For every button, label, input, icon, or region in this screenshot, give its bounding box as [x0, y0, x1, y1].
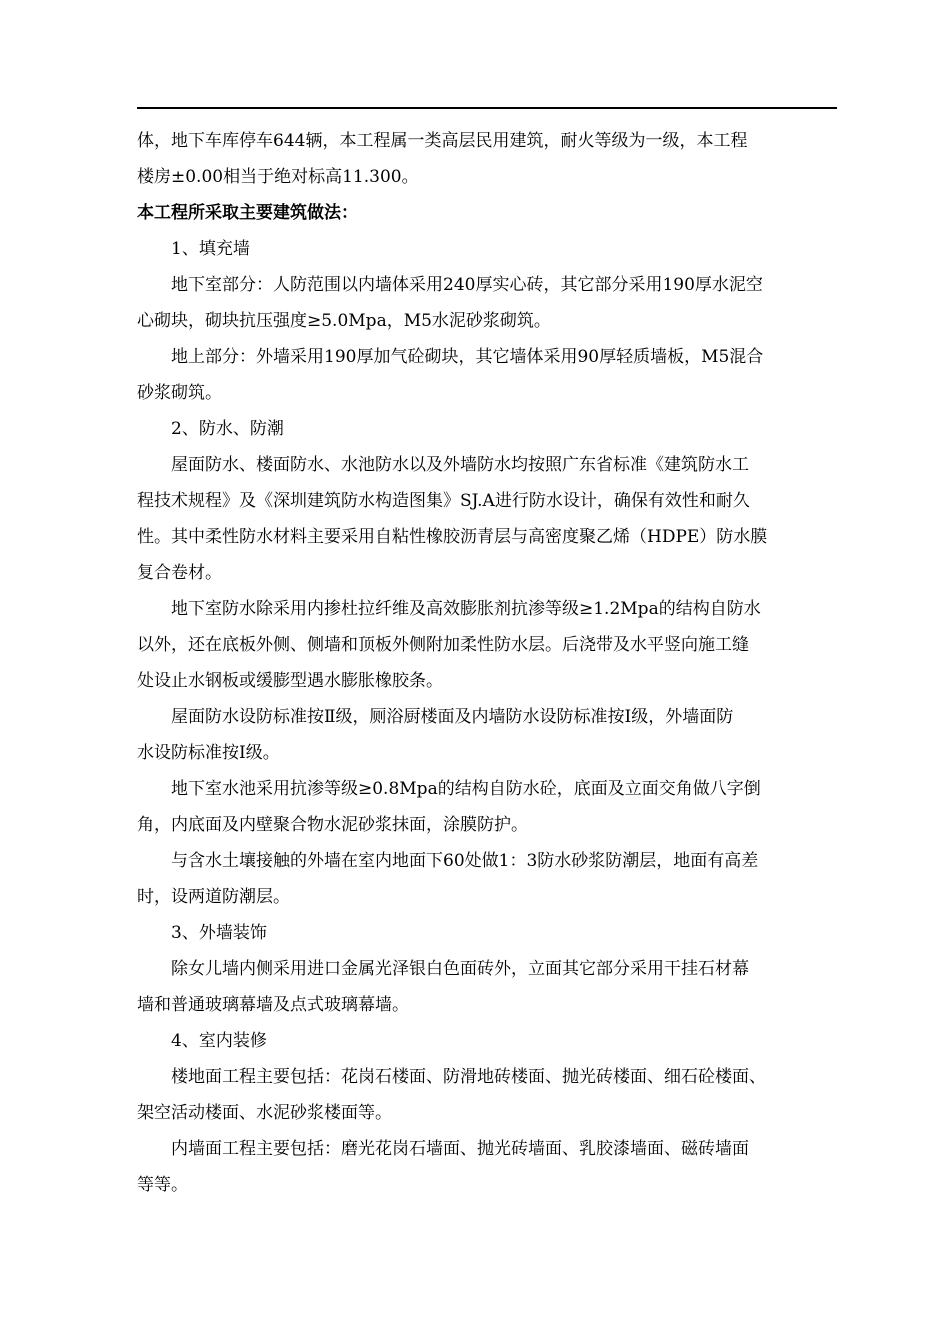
body-line: 地下室部分：人防范围以内墙体采用240厚实心砖，其它部分采用190厚水泥空: [171, 275, 763, 295]
body-line: 时，设两道防潮层。: [137, 887, 290, 907]
body-line: 复合卷材。: [137, 563, 222, 583]
body-line: 等等。: [137, 1175, 188, 1195]
body-line: 以外，还在底板外侧、侧墙和顶板外侧附加柔性防水层。后浇带及水平竖向施工缝: [137, 635, 749, 655]
body-line: 与含水土壤接触的外墙在室内地面下60处做1：3防水砂浆防潮层，地面有高差: [171, 851, 759, 871]
subheading-waterproofing: 2、防水、防潮: [171, 419, 284, 439]
section-heading: 本工程所采取主要建筑做法：: [137, 203, 358, 223]
subheading-exterior-decoration: 3、外墙装饰: [171, 923, 267, 943]
body-line: 地上部分：外墙采用190厚加气砼砌块，其它墙体采用90厚轻质墙板，M5混合: [171, 347, 764, 367]
body-line: 处设止水钢板或缓膨型遇水膨胀橡胶条。: [137, 671, 443, 691]
document-body: [137, 123, 852, 1203]
body-line: 性。其中柔性防水材料主要采用自粘性橡胶沥青层与高密度聚乙烯（HDPE）防水膜: [137, 527, 768, 547]
body-line: 屋面防水、楼面防水、水池防水以及外墙防水均按照广东省标准《建筑防水工: [171, 455, 749, 475]
body-line: 心砌块，砌块抗压强度≥5.0Mpa，M5水泥砂浆砌筑。: [137, 311, 551, 331]
body-line: 架空活动楼面、水泥砂浆楼面等。: [137, 1103, 392, 1123]
body-line: 砂浆砌筑。: [137, 383, 222, 403]
body-line: 墙和普通玻璃幕墙及点式玻璃幕墙。: [137, 995, 409, 1015]
subheading-infill-wall: 1、填充墙: [171, 239, 250, 259]
body-line: 地下室水池采用抗渗等级≥0.8Mpa的结构自防水砼，底面及立面交角做八字倒: [171, 779, 761, 799]
header-rule: [137, 107, 837, 109]
body-line: 楼地面工程主要包括：花岗石楼面、防滑地砖楼面、抛光砖楼面、细石砼楼面、: [171, 1067, 766, 1087]
body-line: 楼房±0.00相当于绝对标高11.300。: [137, 167, 419, 187]
body-line: 角，内底面及内壁聚合物水泥砂浆抹面，涂膜防护。: [137, 815, 528, 835]
body-line: 水设防标准按Ⅰ级。: [137, 743, 280, 763]
body-line: 程技术规程》及《深圳建筑防水构造图集》SJ.A进行防水设计，确保有效性和耐久: [137, 491, 750, 511]
body-line: 内墙面工程主要包括：磨光花岗石墙面、抛光砖墙面、乳胶漆墙面、磁砖墙面: [171, 1139, 749, 1159]
body-line: 体，地下车库停车644辆，本工程属一类高层民用建筑，耐火等级为一级，本工程: [137, 131, 748, 151]
body-line: 除女儿墙内侧采用进口金属光泽银白色面砖外，立面其它部分采用干挂石材幕: [171, 959, 749, 979]
body-line: 屋面防水设防标准按Ⅱ级，厕浴厨楼面及内墙防水设防标准按Ⅰ级，外墙面防: [171, 707, 734, 727]
subheading-interior-finishing: 4、室内装修: [171, 1031, 267, 1051]
body-line: 地下室防水除采用内掺杜拉纤维及高效膨胀剂抗渗等级≥1.2Mpa的结构自防水: [171, 599, 761, 619]
